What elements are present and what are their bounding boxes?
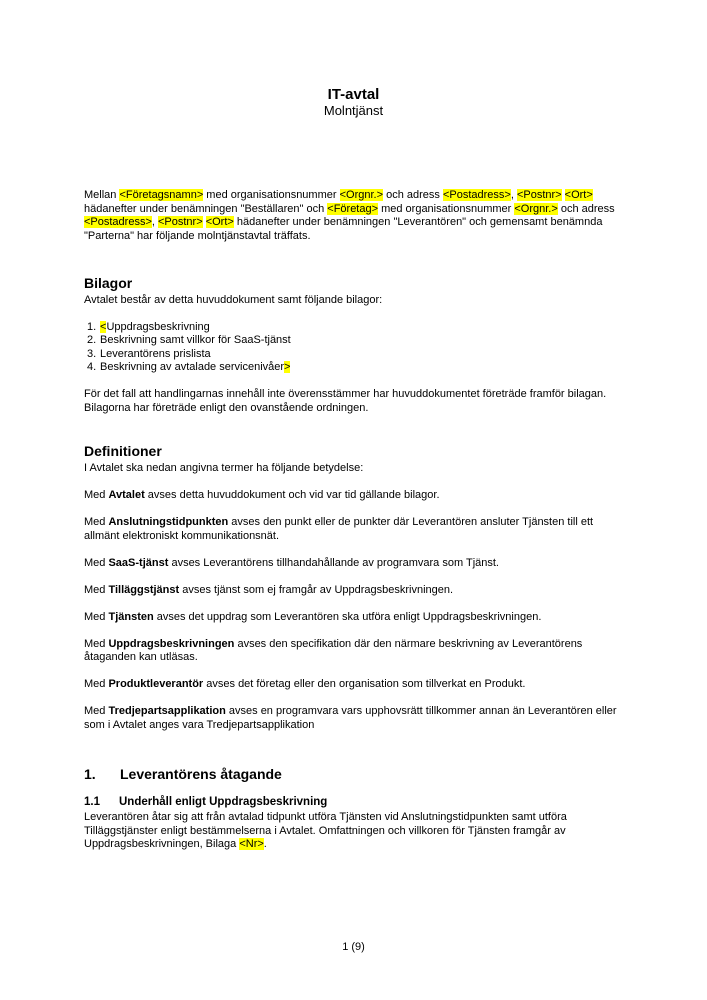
definition-paragraph: Med Uppdragsbeskrivningen avses den specifikation där den närmare beskrivning av Leverantörens åtaganden kan utläsas. <box>84 637 583 663</box>
document-title: IT-avtal <box>327 86 380 103</box>
intro-paragraph: Mellan <Företagsnamn> med organisationsnummer <Orgnr.> och adress <Postadress>, <Postnr> <Ort> hädanefter under benämningen "Beställaren" och <Företag> med organisationsnummer <Orgnr.> och adress <Postadress>, <Postnr> <Ort> hädanefter under benämningen "Leverantören" och gemensamt benämnda "Parterna" har följande molntjänstavtal träffats. <box>84 189 615 242</box>
definition-paragraph: Med Avtalet avses detta huvuddokument och vid var tid gällande bilagor. <box>84 489 440 501</box>
document-body <box>84 189 629 852</box>
document-subtitle: Molntjänst <box>323 103 384 118</box>
attachment-list <box>84 321 629 375</box>
list-item-number: 2. <box>87 334 97 346</box>
heading-section-1-1 <box>84 795 629 809</box>
list-item <box>84 321 629 335</box>
definition-paragraph: Med Anslutningstidpunkten avses den punkt eller de punkter där Leverantören ansluter Tjänsten till ett allmänt elektroniskt kommunikationsnät. <box>84 516 594 542</box>
list-item-number: 3. <box>87 347 97 360</box>
list-item-number: 1. <box>87 320 97 333</box>
list-item <box>84 348 629 362</box>
section-1-1-body: Leverantören åtar sig att från avtalad tidpunkt utföra Tjänsten vid Anslutningstidpunkten samt utföra Tilläggstjänster enligt bestämmelserna i Avtalet. Omfattningen och villkoren för Tjänsten framgår av Uppdragsbeskrivningen, Bilaga <Nr>. <box>84 811 567 850</box>
bilagor-intro: Avtalet består av detta huvuddokument samt följande bilagor: <box>84 294 383 306</box>
list-item <box>84 361 629 375</box>
section-title: Leverantörens åtagande <box>120 766 282 782</box>
list-item-text: Beskrivning av avtalade servicenivåer> <box>100 361 291 373</box>
definition-paragraph: Med SaaS-tjänst avses Leverantörens tillhandahållande av programvara som Tjänst. <box>84 556 499 569</box>
definition-paragraph: Med Produktleverantör avses det företag eller den organisation som tillverkat en Produkt. <box>84 678 526 690</box>
heading-section-1 <box>84 766 629 783</box>
section-number: 1. <box>84 766 96 782</box>
definition-paragraph: Med Tilläggstjänst avses tjänst som ej framgår av Uppdragsbeskrivningen. <box>84 583 454 596</box>
list-item-text: Leverantörens prislista <box>100 347 211 360</box>
list-item-number: 4. <box>87 361 97 373</box>
title-block <box>0 0 707 119</box>
subsection-number: 1.1 <box>84 796 100 808</box>
definition-paragraph: Med Tjänsten avses det uppdrag som Leverantören ska utföra enligt Uppdragsbeskrivningen. <box>84 610 542 623</box>
bilagor-outro: För det fall att handlingarnas innehåll inte överensstämmer har huvuddokumentet företräde framför bilagan. Bilagorna har företräde enligt den ovanstående ordningen. <box>84 388 607 414</box>
heading-definitioner: Definitioner <box>84 443 162 459</box>
page-number: 1 (9) <box>342 941 365 953</box>
definition-paragraph: Med Tredjepartsapplikation avses en programvara vars upphovsrätt tillkommer annan än Leverantören eller som i Avtalet anges vara Tredjepartsapplikation <box>84 705 617 731</box>
subsection-title: Underhåll enligt Uppdragsbeskrivning <box>119 796 328 808</box>
heading-bilagor: Bilagor <box>84 275 133 291</box>
definitioner-intro: I Avtalet ska nedan angivna termer ha följande betydelse: <box>84 462 364 474</box>
list-item <box>84 334 629 348</box>
list-item-text: Beskrivning samt villkor för SaaS-tjänst <box>100 334 291 346</box>
list-item-text: <Uppdragsbeskrivning <box>100 320 210 333</box>
